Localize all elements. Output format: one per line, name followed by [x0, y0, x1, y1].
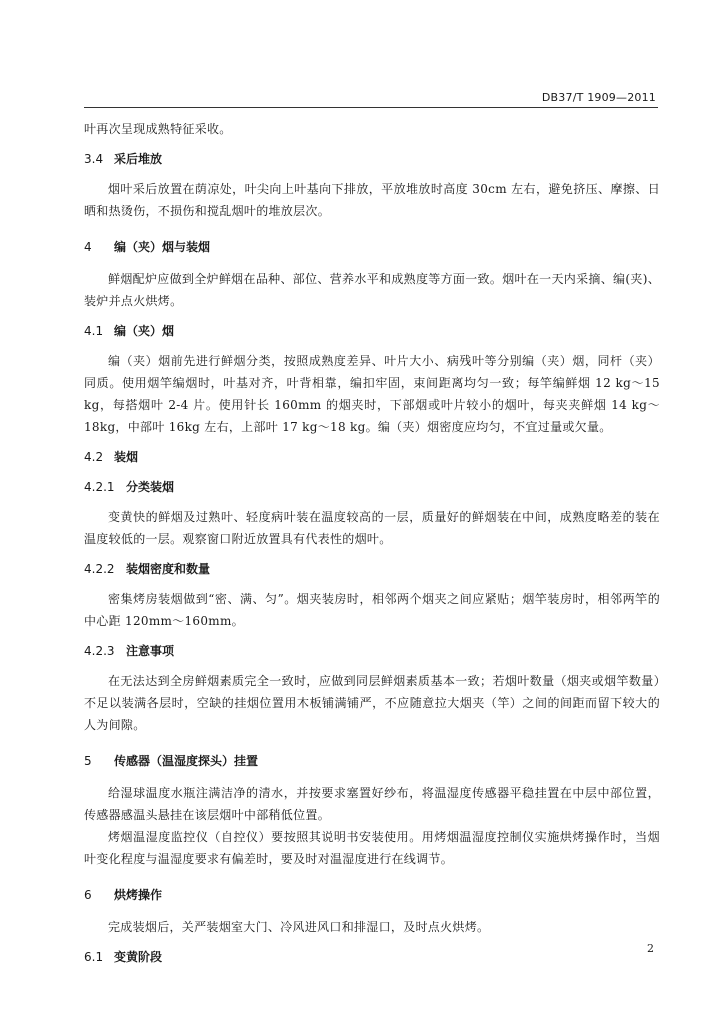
paragraph-3-4: 烟叶采后放置在荫凉处，叶尖向上叶基向下排放，平放堆放时高度 30cm 左右，避免挤压、摩擦、日晒和热烫伤，不损伤和搅乱烟叶的堆放层次。 [84, 182, 660, 218]
section-title: 采后堆放 [114, 152, 163, 166]
section-title: 变黄阶段 [114, 950, 163, 964]
paragraph-4-2-1: 变黄快的鲜烟及过熟叶、轻度病叶装在温度较高的一层，质量好的鲜烟装在中间，成熟度略差的装在温度较低的一层。观察窗口附近放置具有代表性的烟叶。 [84, 510, 660, 546]
heading-4-2-3 [84, 640, 660, 662]
paragraph-5b: 烤烟温湿度监控仪（自控仪）要按照其说明书安装使用。用烤烟温湿度控制仪实施烘烤操作时，当烟叶变化程度与温湿度要求有偏差时，要及时对温湿度进行在线调节。 [84, 830, 660, 866]
heading-6-1 [84, 946, 660, 968]
section-title: 装烟密度和数量 [126, 562, 211, 576]
heading-4-1 [84, 320, 660, 342]
section-number: 3.4 [84, 152, 104, 166]
section-title: 注意事项 [126, 644, 175, 658]
paragraph-4-2-3: 在无法达到全房鲜烟素质完全一致时，应做到同层鲜烟素质基本一致；若烟叶数量（烟夹或烟竿数量）不足以装满各层时，空缺的挂烟位置用木板铺满铺严，不应随意拉大烟夹（竿）之间的间距而留下较大的人为间隙。 [84, 674, 660, 732]
section-number: 4.2.3 [84, 644, 115, 658]
paragraph-5a: 给湿球温度水瓶注满洁净的清水，并按要求塞置好纱布，将温湿度传感器平稳挂置在中层中部位置，传感器感温头悬挂在该层烟叶中部稍低位置。 [84, 786, 660, 822]
section-title: 烘烤操作 [114, 888, 163, 902]
section-number: 4 [84, 240, 92, 254]
heading-4-2-1 [84, 476, 660, 498]
section-number: 4.2.1 [84, 480, 115, 494]
section-title: 编（夹）烟 [114, 324, 175, 338]
paragraph-continued: 叶再次呈现成熟特征采收。 [84, 122, 232, 136]
document-body [84, 118, 660, 968]
heading-3-4 [84, 148, 660, 170]
header-rule [84, 107, 658, 108]
paragraph-4: 鲜烟配炉应做到全炉鲜烟在品种、部位、营养水平和成熟度等方面一致。烟叶在一天内采摘、编(夹)、装炉并点火烘烤。 [84, 272, 660, 308]
section-number: 4.1 [84, 324, 104, 338]
page-number: 2 [647, 942, 654, 955]
standard-code: DB37/T 1909—2011 [541, 91, 656, 104]
paragraph-4-2-2: 密集烤房装烟做到“密、满、匀”。烟夹装房时，相邻两个烟夹之间应紧贴；烟竿装房时，相邻两竿的中心距 120mm～160mm。 [84, 592, 660, 628]
heading-4 [84, 236, 660, 258]
section-title: 装烟 [114, 450, 139, 464]
section-title: 传感器（温湿度探头）挂置 [114, 754, 259, 768]
heading-4-2 [84, 446, 660, 468]
paragraph-6: 完成装烟后，关严装烟室大门、冷风进风口和排湿口，及时点火烘烤。 [108, 920, 490, 934]
section-number: 4.2 [84, 450, 104, 464]
section-number: 6.1 [84, 950, 104, 964]
section-number: 6 [84, 888, 92, 902]
heading-4-2-2 [84, 558, 660, 580]
section-title: 编（夹）烟与装烟 [114, 240, 211, 254]
heading-6 [84, 884, 660, 906]
section-number: 4.2.2 [84, 562, 115, 576]
section-title: 分类装烟 [126, 480, 175, 494]
section-number: 5 [84, 754, 92, 768]
heading-5 [84, 750, 660, 772]
paragraph-4-1: 编（夹）烟前先进行鲜烟分类，按照成熟度差异、叶片大小、病残叶等分别编（夹）烟，同杆（夹）同质。使用烟竿编烟时，叶基对齐，叶背相靠，编扣牢固，束间距离均匀一致；每竿编鲜烟 12 kg～15 kg，每搭烟叶 2-4 片。使用针长 160mm 的烟夹时，下部烟或叶片较小的烟叶，每夹夹鲜烟 14 kg～18kg，中部叶 16kg 左右，上部叶 17 kg～18 kg。编（夹）烟密度应均匀，不宜过量或欠量。 [84, 354, 660, 434]
